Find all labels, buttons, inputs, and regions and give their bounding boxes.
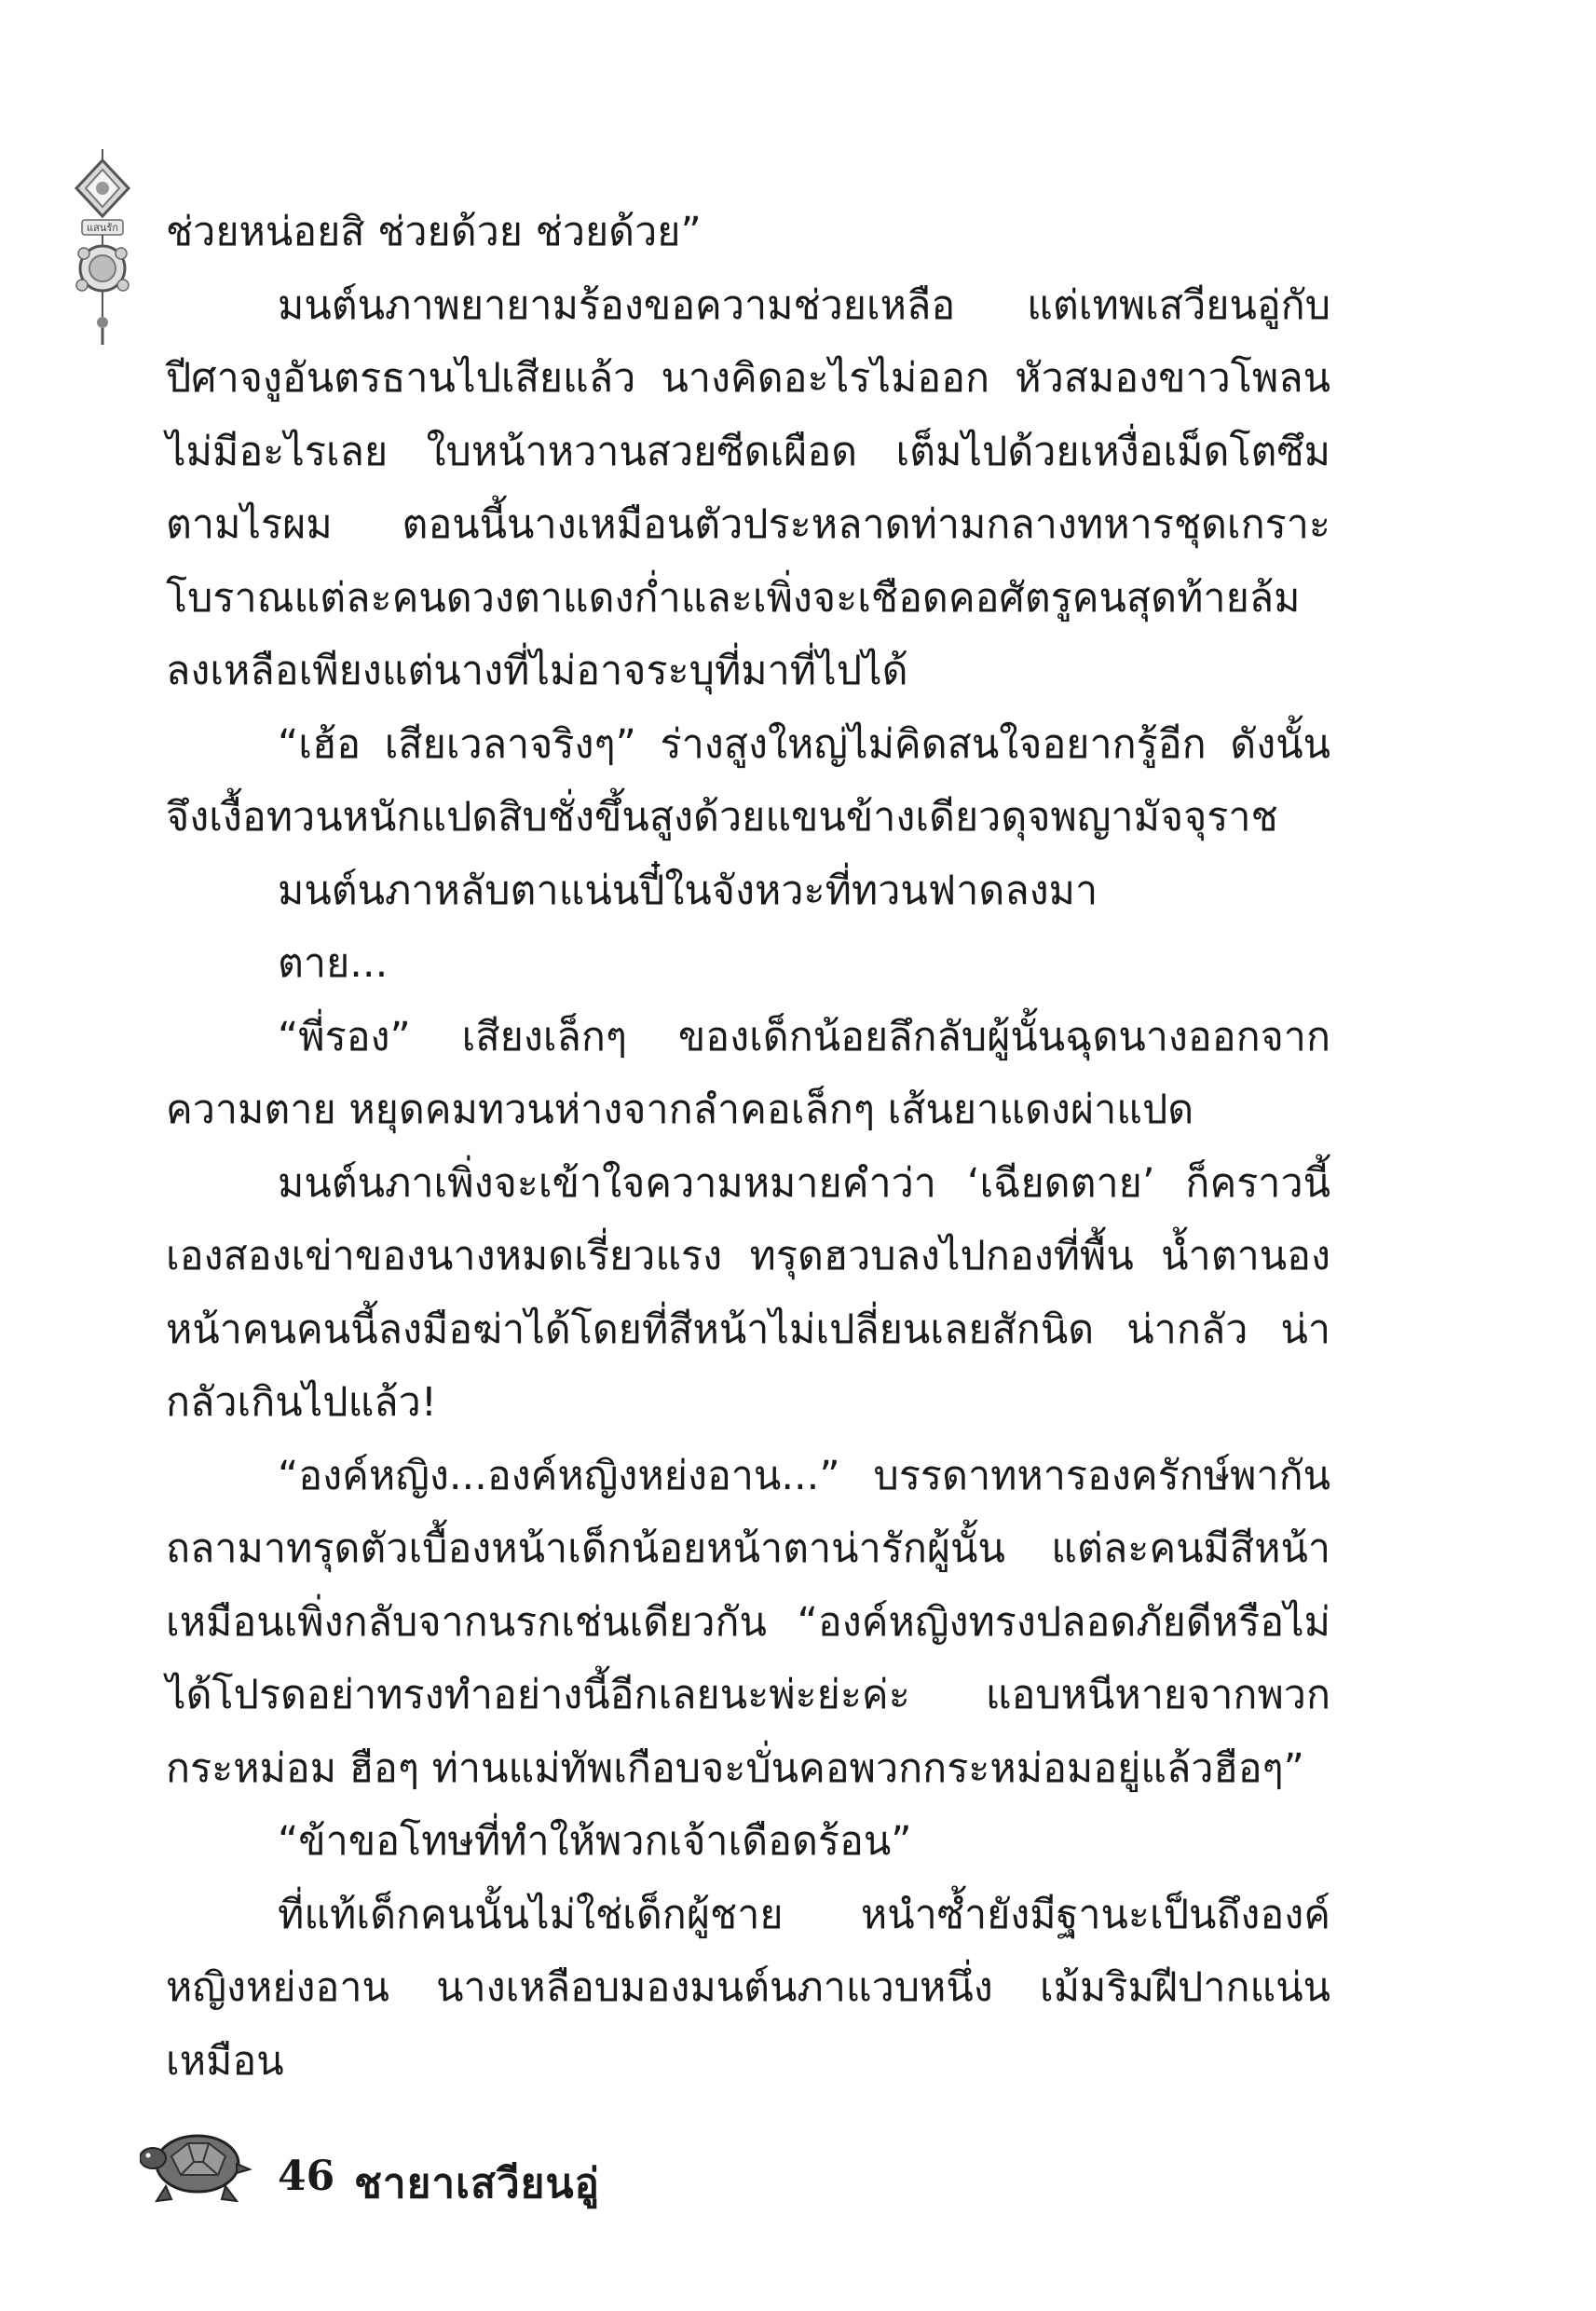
chinese-ornament-icon xyxy=(65,149,140,345)
paragraph-2: มนต์นภาพยายามร้องขอความช่วยเหลือ แต่เทพเสวียนอู่กับปีศาจงูอันตรธานไปเสียแล้ว นางคิดอะไรไม่ออก หัวสมองขาวโพลนไม่มีอะไรเลย ใบหน้าหวานสวยซีดเผือด เต็มไปด้วยเหงื่อเม็ดโตซึมตามไรผม ตอนนี้นางเหมือนตัวประหลาดท่ามกลางทหารชุดเกราะโบราณแต่ละคนดวงตาแดงก่ำและเพิ่งจะเชือดคอศัตรูคนสุดท้ายล้มลงเหลือเพียงแต่นางที่ไม่อาจระบุที่มาที่ไปได้ xyxy=(166,281,1330,694)
page-footer xyxy=(140,2115,885,2218)
paragraph-1: ช่วยหน่อยสิ ช่วยด้วย ช่วยด้วย” xyxy=(166,209,702,255)
paragraph-8: “องค์หญิง...องค์หญิงหย่งอาน...” บรรดาทหารองครักษ์พากันถลามาทรุดตัวเบื้องหน้าเด็กน้อยหน้าตาน่ารักผู้นั้น แต่ละคนมีสีหน้าเหมือนเพิ่งกลับจากนรกเช่นเดียวกัน “องค์หญิงทรงปลอดภัยดีหรือไม่ได้โปรดอย่าทรงทำอย่างนี้อีกเลยนะพ่ะย่ะค่ะ แอบหนีหายจากพวกกระหม่อม ฮือๆ ท่านแม่ทัพเกือบจะบั่นคอพวกกระหม่อมอยู่แล้วฮือๆ” xyxy=(166,1452,1330,1792)
paragraph-9: “ข้าขอโทษที่ทำให้พวกเจ้าเดือดร้อน” xyxy=(278,1818,912,1865)
paragraph-6: “พี่รอง” เสียงเล็กๆ ของเด็กน้อยลึกลับผู้นั้นฉุดนางออกจากความตาย หยุดคมทวนห่างจากลำคอเล็กๆ เส้นยาแดงผ่าแปด xyxy=(166,1013,1330,1133)
paragraph-7: มนต์นภาเพิ่งจะเข้าใจความหมายคำว่า ‘เฉียดตาย’ ก็คราวนี้เองสองเข่าของนางหมดเรี่ยวแรง ทรุดฮวบลงไปกองที่พื้น น้ำตานองหน้าคนคนนี้ลงมือฆ่าได้โดยที่สีหน้าไม่เปลี่ยนเลยสักนิด น่ากลัว น่ากลัวเกินไปแล้ว! xyxy=(166,1159,1330,1426)
page-number: 46 xyxy=(278,2153,335,2200)
paragraph-4: มนต์นภาหลับตาแน่นปี๋ในจังหวะที่ทวนฟาดลงมา xyxy=(278,867,1098,914)
paragraph-3: “เฮ้อ เสียเวลาจริงๆ” ร่างสูงใหญ่ไม่คิดสนใจอยากรู้อีก ดังนั้นจึงเงื้อทวนหนักแปดสิบชั่งขึ้นสูงด้วยแขนข้างเดียวดุจพญามัจจุราช xyxy=(166,720,1330,841)
paragraph-5: ตาย... xyxy=(278,940,389,987)
book-title: ชายาเสวียนอู่ xyxy=(354,2160,600,2208)
paragraph-10: ที่แท้เด็กคนนั้นไม่ใช่เด็กผู้ชาย หนำซ้ำยังมีฐานะเป็นถึงองค์หญิงหย่งอาน นางเหลือบมองมนต์นภาแวบหนึ่ง เม้มริมฝีปากแน่นเหมือน xyxy=(166,1891,1330,2085)
ornament-label: แสนรัก xyxy=(87,222,118,234)
turtle-icon xyxy=(140,2115,252,2208)
body-text xyxy=(166,196,1330,2098)
